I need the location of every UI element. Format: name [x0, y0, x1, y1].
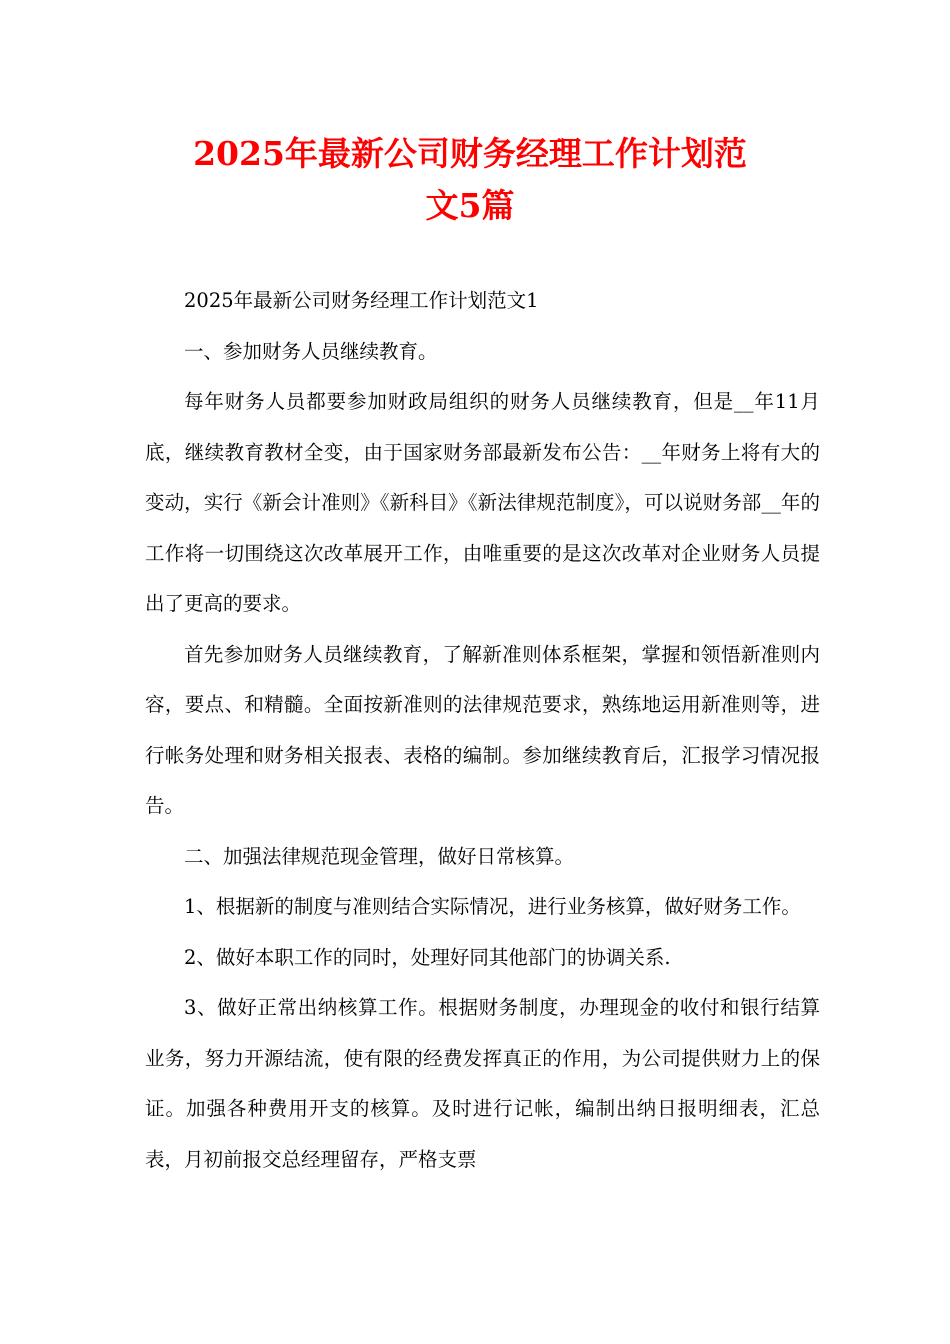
paragraph: 首先参加财务人员继续教育，了解新准则体系框架，掌握和领悟新准则内容，要点、和精髓。全面按新准则的法律规范要求，熟练地运用新准则等，进行帐务处理和财务相关报表、表格的编制。参加继续教育后，汇报学习情况报告。	[145, 642, 820, 817]
document-body	[145, 276, 820, 1185]
title-line-1: 2025年最新公司财务经理工作计划范	[193, 134, 747, 173]
subheading: 二、加强法律规范现金管理，做好日常核算。	[184, 844, 575, 868]
list-item: 1、根据新的制度与准则结合实际情况，进行业务核算，做好财务工作。	[184, 895, 801, 918]
paragraph: 每年财务人员都要参加财政局组织的财务人员继续教育，但是__年11月底，继续教育教材全变，由于国家财务部最新发布公告：__年财务上将有大的变动，实行《新会计准则》《新科目》《新法律规范制度》，可以说财务部__年的工作将一切围绕这次改革展开工作，由唯重要的是这次改革对企业财务人员提出了更高的要求。	[145, 390, 820, 615]
section-heading: 2025年最新公司财务经理工作计划范文1	[184, 289, 539, 312]
list-item: 2、做好本职工作的同时，处理好同其他部门的协调关系.	[184, 945, 671, 969]
subheading: 一、参加财务人员继续教育。	[184, 339, 438, 363]
document-title	[140, 128, 800, 232]
title-line-2: 文5篇	[425, 186, 515, 225]
list-item: 3、做好正常出纳核算工作。根据财务制度，办理现金的收付和银行结算业务，努力开源结流，使有限的经费发挥真正的作用，为公司提供财力上的保证。加强各种费用开支的核算。及时进行记帐，编制出纳日报明细表，汇总表，月初前报交总经理留存，严格支票	[145, 996, 820, 1171]
